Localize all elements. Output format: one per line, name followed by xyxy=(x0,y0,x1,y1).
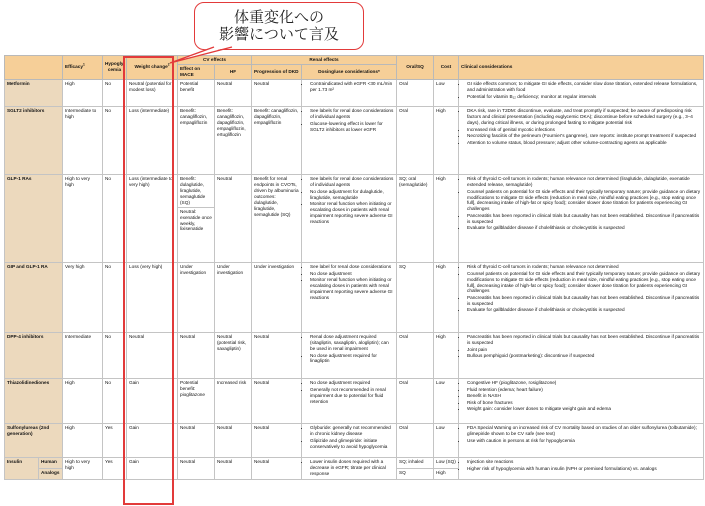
hypoglycemia: No xyxy=(103,262,127,332)
mace xyxy=(178,174,215,262)
cost: High xyxy=(434,332,459,378)
bullet-item: • Glipizide and glimepiride: initiate conservatively to avoid hypoglycemia xyxy=(310,438,394,450)
oral-sq: SQ; oral (semaglutide) xyxy=(397,174,434,262)
bullet-item: • Weight gain: consider lower doses to mitigate weight gain and edema xyxy=(467,406,701,412)
th-efficacy: Efficacy$^1$ xyxy=(63,56,103,80)
row-dpp4 xyxy=(5,332,704,378)
bullet-list xyxy=(304,108,394,132)
cost: Low (SQ) xyxy=(434,457,459,468)
hypoglycemia: No xyxy=(103,79,127,106)
mace-benefit: Benefit: dulaglutide, liraglutide, semaglutide (SQ) xyxy=(180,176,206,205)
th-renal-effects: Renal effects xyxy=(252,56,397,65)
th-cost: Cost xyxy=(434,56,459,80)
weight-change: Neutral (potential for modest loss) xyxy=(127,79,178,106)
cost: Low xyxy=(434,79,459,106)
clinical xyxy=(459,423,704,457)
oral-sq: Oral xyxy=(397,79,434,106)
dkd: Neutral xyxy=(252,423,302,457)
bullet-item: • Risk of bone fractures xyxy=(467,400,701,406)
bullet-item: • Risk of thyroid C-cell tumors in rodents; human relevance not determined (liraglutide, dulaglutide, exenatide extended release, semaglutide) xyxy=(467,176,701,188)
mace: Potential benefit: pioglitazone xyxy=(178,378,215,423)
oral-sq: SQ xyxy=(397,468,434,479)
bullet-list xyxy=(461,380,701,412)
drug-name: Insulin xyxy=(5,457,39,479)
bullet-item: • Necrotizing fasciitis of the perineum (Fournier's gangrene), rare reports: institute prompt treatment if suspected xyxy=(467,133,701,139)
th-hypoglycemia: Hypogly-cemia xyxy=(103,56,127,80)
dosing xyxy=(302,423,397,457)
hf: Neutral xyxy=(215,174,252,262)
clinical xyxy=(459,262,704,332)
th-hf: HF xyxy=(215,64,252,79)
th-dosing: Dosing/use considerations* xyxy=(302,64,397,79)
bullet-item: • Fluid retention (edema; heart failure) xyxy=(467,387,701,393)
th-clinical: Clinical considerations xyxy=(459,56,704,80)
bullet-list xyxy=(461,334,701,359)
callout-pointer xyxy=(0,0,705,70)
weight-change: Neutral xyxy=(127,332,178,378)
oral-sq: Oral xyxy=(397,378,434,423)
weight-change: Gain xyxy=(127,378,178,423)
dkd: Neutral xyxy=(252,457,302,479)
th-cv-effects: CV effects xyxy=(178,56,252,65)
bullet-item: • FDA Special Warning on increased risk of CV mortality based on studies of an older sulfonylurea (tolbutamide); glimepiride shown to be CV safe (see text) xyxy=(467,425,701,437)
bullet-item: • Generally not recommended in renal impairment due to potential for fluid retention xyxy=(310,387,394,405)
drug-name: Thiazolidinediones xyxy=(5,378,63,423)
drug-name: Sulfonylureas (2nd generation) xyxy=(5,423,63,457)
cost: High xyxy=(434,106,459,174)
hypoglycemia: No xyxy=(103,332,127,378)
hf: Neutral xyxy=(215,79,252,106)
oral-sq: Oral xyxy=(397,423,434,457)
hf: Neutral xyxy=(215,423,252,457)
row-glp1 xyxy=(5,174,704,262)
dosing xyxy=(302,378,397,423)
bullet-list xyxy=(461,81,701,99)
hypoglycemia: No xyxy=(103,106,127,174)
hf: Increased risk xyxy=(215,378,252,423)
clinical xyxy=(459,332,704,378)
th-dkd: Progression of DKD xyxy=(252,64,302,79)
hf: Under investigation xyxy=(215,262,252,332)
bullet-list xyxy=(461,176,701,231)
bullet-item: • Renal dose adjustment required (sitagliptin, saxagliptin, alogliptin); can be used in renal impairment xyxy=(310,334,394,352)
hf: Neutral xyxy=(215,457,252,479)
efficacy: Intermediate xyxy=(63,332,103,378)
oral-sq: SQ xyxy=(397,262,434,332)
clinical xyxy=(459,457,704,479)
bullet-list xyxy=(304,264,394,301)
mace: Benefit: canagliflozin, empagliflozin xyxy=(178,106,215,174)
weight-change: Gain xyxy=(127,423,178,457)
bullet-list xyxy=(461,108,701,145)
divider xyxy=(178,207,214,208)
th-oral-sq: Oral/SQ xyxy=(397,56,434,80)
hf: Benefit: canagliflozin, dapagliflozin, empagliflozin, ertugliflozin xyxy=(215,106,252,174)
bullet-list xyxy=(461,459,701,471)
bullet-item: • Pancreatitis has been reported in clinical trials but causality has not been established. Discontinue if pancreatitis is suspected xyxy=(467,213,701,225)
efficacy: High to very high xyxy=(63,457,103,479)
oral-sq: Oral xyxy=(397,106,434,174)
bullet-list xyxy=(461,264,701,313)
bullet-item: • Lower insulin doses required with a decrease in eGFR; titrate per clinical response xyxy=(310,459,394,477)
hypoglycemia: Yes xyxy=(103,423,127,457)
dkd: Under investigation xyxy=(252,262,302,332)
bullet-item: • GI side effects common; to mitigate GI side effects, consider slow dose titration, extended release formulations, and administration with food xyxy=(467,81,701,93)
weight-change: Loss (intermediate) xyxy=(127,106,178,174)
mace: Neutral xyxy=(178,423,215,457)
efficacy: High xyxy=(63,423,103,457)
mace-neutral: Neutral: exenatide once weekly, lixisenatide xyxy=(180,208,212,232)
clinical xyxy=(459,174,704,262)
dkd: Neutral xyxy=(252,79,302,106)
row-gip-glp1 xyxy=(5,262,704,332)
row-insulin-human xyxy=(5,457,704,468)
bullet-item: • No dose adjustment for dulaglutide, liraglutide, semaglutide xyxy=(310,189,394,201)
bullet-list xyxy=(304,380,394,404)
cost: High xyxy=(434,174,459,262)
drug-name: GIP and GLP-1 RA xyxy=(5,262,63,332)
cost: Low xyxy=(434,423,459,457)
weight-change: Loss (very high) xyxy=(127,262,178,332)
bullet-item: • Contraindicated with eGFR <30 mL/min per 1.73 m² xyxy=(310,81,394,93)
insulin-sub-analogs: Analogs xyxy=(39,468,63,479)
dosing xyxy=(302,332,397,378)
hf: Neutral (potential risk, saxagliptin) xyxy=(215,332,252,378)
bullet-item: • Injection site reactions xyxy=(467,459,701,465)
bullet-list xyxy=(304,425,394,449)
drug-name: DPP-4 inhibitors xyxy=(5,332,63,378)
hypoglycemia: No xyxy=(103,378,127,423)
dosing xyxy=(302,457,397,479)
mace: Neutral xyxy=(178,457,215,479)
mace: Under investigation xyxy=(178,262,215,332)
bullet-item: • Monitor renal function when initiating or escalating doses in patients with renal impairment reporting severe adverse GI reactions xyxy=(310,201,394,225)
efficacy: Intermediate to high xyxy=(63,106,103,174)
oral-sq: Oral xyxy=(397,332,434,378)
efficacy: Very high xyxy=(63,262,103,332)
bullet-item: • No dose adjustment xyxy=(310,271,394,277)
th-weight-change: Weight change$^2$ xyxy=(127,56,178,80)
bullet-item: • Risk of thyroid C-cell tumors in rodents; human relevance not determined xyxy=(467,264,701,270)
row-sulfonylureas xyxy=(5,423,704,457)
callout-line-1: 体重変化への xyxy=(233,8,324,26)
efficacy: High xyxy=(63,378,103,423)
drug-name: Metformin xyxy=(5,79,63,106)
dkd: Benefit for renal endpoints in CVOTs, driven by albuminuria outcomes: dulaglutide, liraglutide, semaglutide (SQ) xyxy=(252,174,302,262)
dkd: Benefit: canagliflozin, dapagliflozin, empagliflozin xyxy=(252,106,302,174)
bullet-item: • No dose adjustment required for linagliptin xyxy=(310,353,394,365)
mace: Potential benefit xyxy=(178,79,215,106)
hypoglycemia: Yes xyxy=(103,457,127,479)
dosing xyxy=(302,262,397,332)
row-sglt2 xyxy=(5,106,704,174)
bullet-item: • See labels for renal dose considerations of individual agents xyxy=(310,176,394,188)
bullet-list xyxy=(304,81,394,93)
dosing xyxy=(302,79,397,106)
oral-sq: SQ; inhaled xyxy=(397,457,434,468)
cost: High xyxy=(434,468,459,479)
callout-line-2: 影響について言及 xyxy=(219,25,339,43)
bullet-item: • See labels for renal dose considerations of individual agents xyxy=(310,108,394,120)
diabetes-drug-table xyxy=(4,55,704,480)
efficacy: High xyxy=(63,79,103,106)
bullet-list xyxy=(304,459,394,477)
clinical xyxy=(459,106,704,174)
bullet-item: • Attention to volume status, blood pressure; adjust other volume-contracting agents as applicable xyxy=(467,140,701,146)
bullet-item: • Evaluate for gallbladder disease if cholelithiasis or cholecystitis is suspected xyxy=(467,307,701,313)
bullet-item: • No dose adjustment required xyxy=(310,380,394,386)
bullet-item: • Increased risk of genital mycotic infections xyxy=(467,127,701,133)
mace: Neutral xyxy=(178,332,215,378)
bullet-item: • Higher risk of hypoglycemia with human insulin (NPH or premixed formulations) vs. analogs xyxy=(467,466,701,472)
bullet-item: • See label for renal dose considerations xyxy=(310,264,394,270)
bullet-item: • DKA risk, rare in T2DM: discontinue, evaluate, and treat promptly if suspected; be aware of predisposing risk factors and clinical presentation (including euglycemic DKA); discontinue before scheduled surgery (e.g., 3–4 days), during critical illness, or during prolonged fasting to mitigate potential risk xyxy=(467,108,701,126)
bullet-item: • Glyburide: generally not recommended in chronic kidney disease xyxy=(310,425,394,437)
hypoglycemia: No xyxy=(103,174,127,262)
efficacy: High to very high xyxy=(63,174,103,262)
weight-change: Gain xyxy=(127,457,178,479)
dkd: Neutral xyxy=(252,378,302,423)
clinical xyxy=(459,378,704,423)
dosing xyxy=(302,174,397,262)
bullet-list xyxy=(461,425,701,443)
row-metformin xyxy=(5,79,704,106)
cost: High xyxy=(434,262,459,332)
row-tzd xyxy=(5,378,704,423)
bullet-list xyxy=(304,334,394,364)
bullet-item: • Potential for vitamin B₁₂ deficiency; monitor at regular intervals xyxy=(467,94,701,100)
th-mace: Effect on MACE xyxy=(178,64,215,79)
bullet-item: • Benefit in NASH xyxy=(467,393,701,399)
clinical xyxy=(459,79,704,106)
bullet-item: • Glucose-lowering effect is lower for SGLT2 inhibitors at lower eGFR xyxy=(310,121,394,133)
bullet-item: • Counsel patients on potential for GI side effects and their typically temporary nature; provide guidance on dietary modifications to mitigate GI side effects (reduction in meal size, mindful eating practices [e.g., stop eating once full], decreasing intake of high-fat or spicy food); consider slower dose titration for patients experiencing GI challenges xyxy=(467,189,701,213)
bullet-item: • Use with caution in persons at risk for hypoglycemia xyxy=(467,438,701,444)
bullet-list xyxy=(304,176,394,224)
bullet-item: • Congestive HF (pioglitazone, rosiglitazone) xyxy=(467,380,701,386)
bullet-item: • Counsel patients on potential for GI side effects and their typically temporary nature; provide guidance on dietary modifications to mitigate GI side effects (reduction in meal size, mindful eating practices [e.g., stop eating once full], decreasing intake of high-fat or spicy food); consider slower dose titration for patients experiencing GI challenges xyxy=(467,271,701,295)
bullet-item: • Joint pain xyxy=(467,347,701,353)
bullet-item: • Pancreatitis has been reported in clinical trials but causality has not been established. Discontinue if pancreatitis is suspected xyxy=(467,334,701,346)
dkd: Neutral xyxy=(252,332,302,378)
bullet-item: • Bullous pemphigoid (postmarketing): discontinue if suspected xyxy=(467,353,701,359)
bullet-item: • Evaluate for gallbladder disease if cholelithiasis or cholecystitis is suspected xyxy=(467,225,701,231)
bullet-item: • Pancreatitis has been reported in clinical trials but causality has not been established. Discontinue if pancreatitis is suspected xyxy=(467,295,701,307)
drug-name: SGLT2 inhibitors xyxy=(5,106,63,174)
bullet-item: • Monitor renal function when initiating or escalating doses in patients with renal impairment reporting severe adverse GI reactions xyxy=(310,277,394,301)
weight-change: Loss (intermediate to very high) xyxy=(127,174,178,262)
drug-name: GLP-1 RAs xyxy=(5,174,63,262)
cost: Low xyxy=(434,378,459,423)
insulin-sub-human: Human xyxy=(39,457,63,468)
dosing xyxy=(302,106,397,174)
